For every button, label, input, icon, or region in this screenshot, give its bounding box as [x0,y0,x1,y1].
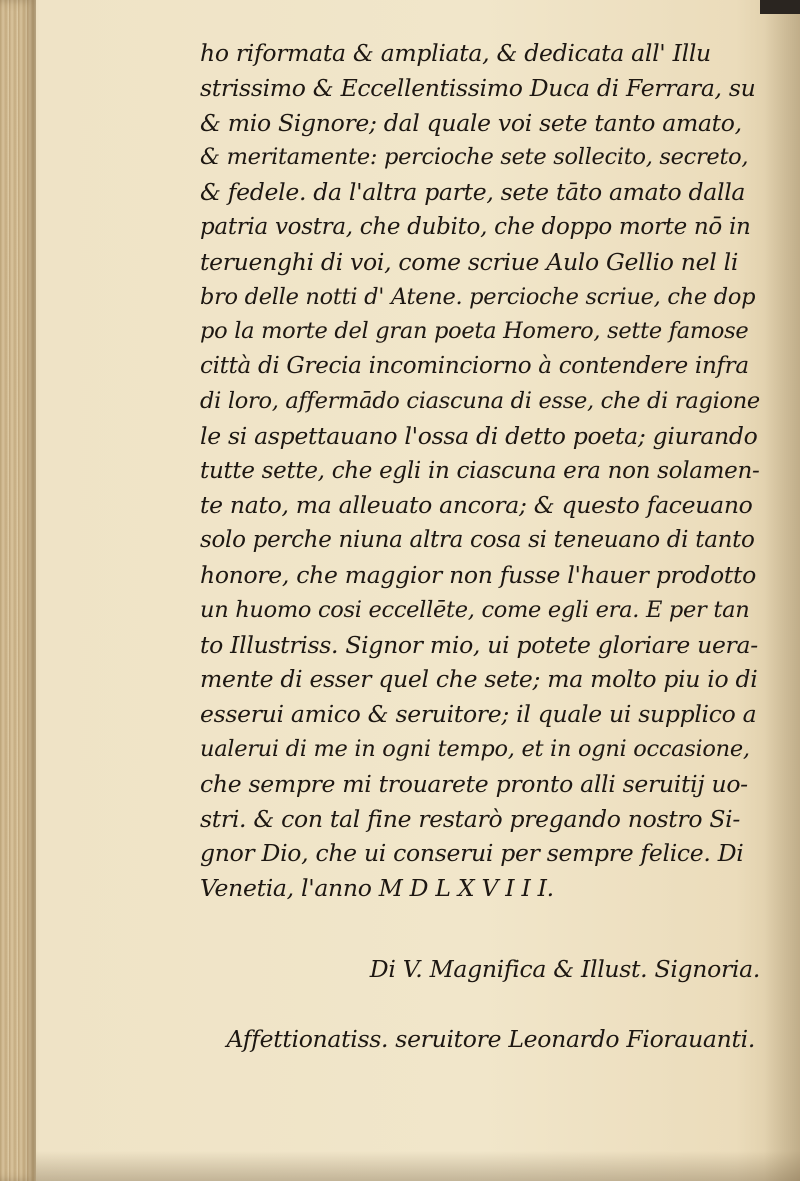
text-line: gnor Dio, che ui conserui per sempre felice. Di [200,839,744,868]
text-line: ho riformata & ampliata, & dedicata all' Illu [200,39,711,67]
text-line-dateline: Venetia, l'anno M D L X V I I I. [200,874,554,903]
text-line: po la morte del gran poeta Homero, sette famose [200,318,749,345]
text-line: & fedele. da l'altra parte, sete tāto amato dalla [200,178,746,207]
page-bottom-edge [36,1151,800,1181]
text-line: un huomo cosi eccellēte, come egli era. E per tan [200,596,750,623]
text-line: strissimo & Eccellentissimo Duca di Ferrara, su [200,73,756,102]
text-line: esserui amico & seruitore; il quale ui supplico a [200,700,757,729]
text-line: le si aspettauano l'ossa di detto poeta; giurando [200,421,758,450]
signature-line: Affettionatiss. seruitore Leonardo Fiorauanti. [226,1025,755,1053]
text-line: patria vostra, che dubito, che doppo morte nō in [200,213,751,240]
text-line: to Illustriss. Signor mio, ui potete gloriare uera- [200,630,758,659]
text-line: tutte sette, che egli in ciascuna era non solamen- [200,457,760,484]
salutation: Di V. Magnifica & Illust. Signoria. [369,955,760,983]
book-gutter [0,0,36,1181]
text-line: ualerui di me in ogni tempo, et in ogni occasione, [200,735,750,762]
text-line: solo perche niuna altra cosa si teneuano di tanto [200,527,755,554]
letter-body [200,36,760,906]
text-line: te nato, ma alleuato ancora; & questo faceuano [200,491,753,520]
text-line: honore, che maggior non fusse l'hauer prodotto [200,560,757,589]
page-right-edge [764,0,800,1181]
text-line: città di Grecia incominciorno à contendere infra [200,353,749,380]
text-line: che sempre mi trouarete pronto alli seruitij uo- [200,769,748,798]
text-line: & mio Signore; dal quale voi sete tanto amato, [200,108,742,137]
page-corner-shadow [760,0,800,14]
text-line: teruenghi di voi, come scriue Aulo Gellio nel li [200,247,739,276]
text-line: & meritamente: percioche sete sollecito, secreto, [200,144,749,171]
text-line: di loro, affermādo ciascuna di esse, che di ragione [200,387,760,414]
text-line: mente di esser quel che sete; ma molto piu io di [200,665,758,694]
text-line: bro delle notti d' Atene. percioche scriue, che dop [200,283,756,310]
text-line: stri. & con tal fine restarò pregando nostro Si- [200,804,740,833]
